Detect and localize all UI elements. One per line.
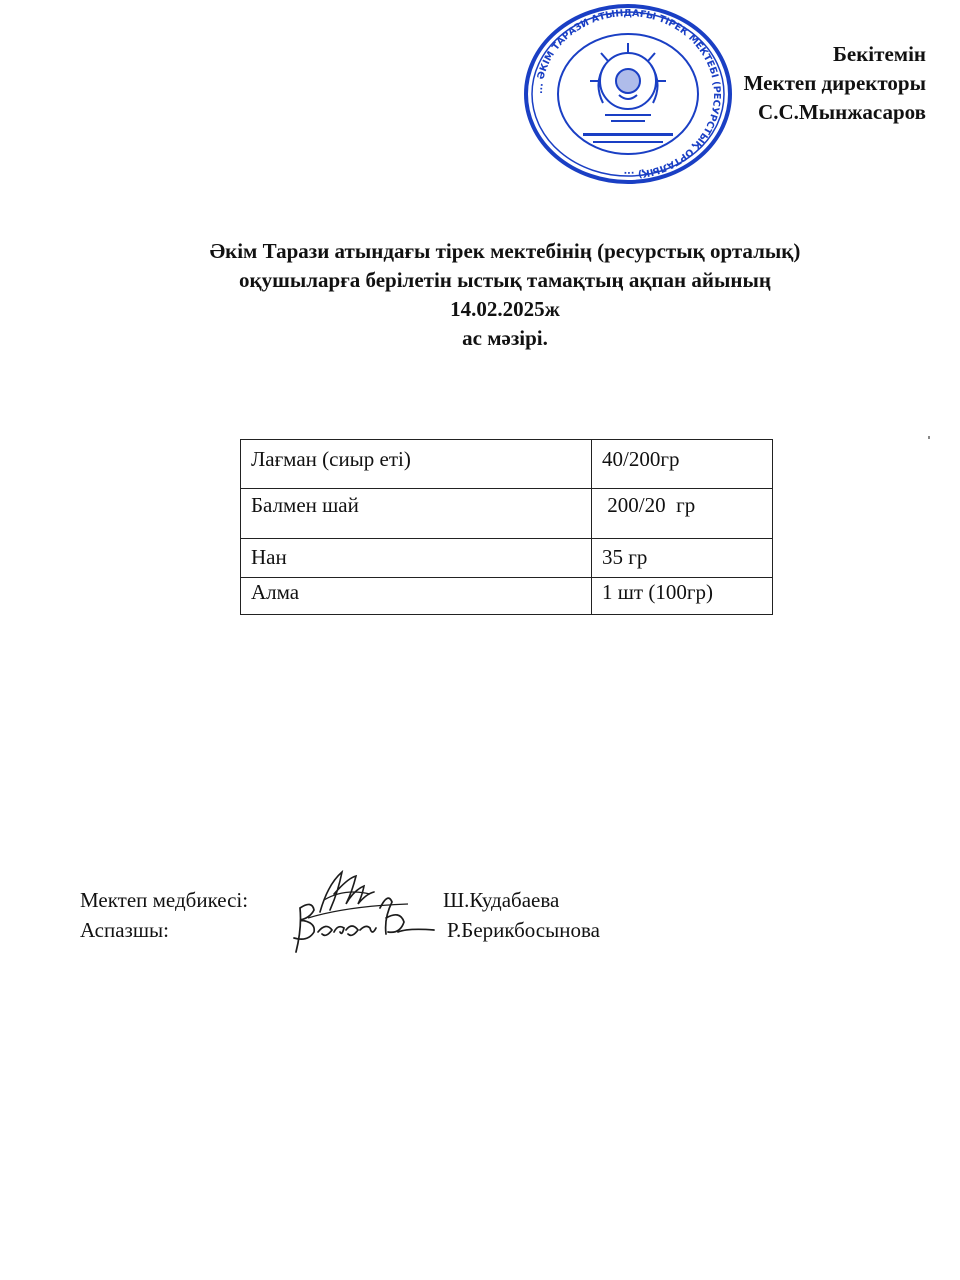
- table-row: [241, 440, 773, 489]
- portion-cell: 1 шт (100гр): [592, 578, 773, 615]
- title-date: 14.02.2025ж: [450, 297, 560, 321]
- approval-position: Мектеп директоры: [743, 71, 926, 95]
- school-stamp: [523, 3, 733, 185]
- document-title: [100, 237, 910, 353]
- emblem-icon: [590, 43, 666, 121]
- stamp-ring-text: ... ӘКІМ ТАРАЗИ АТЫНДАҒЫ ТІРЕК МЕКТЕБІ (РЕСУРСТЫҚ ОРТАЛЫҚ) ...: [533, 7, 723, 181]
- dish-cell: Алма: [241, 578, 592, 615]
- portion-cell: 40/200гр: [592, 440, 773, 489]
- approval-title: Бекітемін: [832, 42, 926, 66]
- nurse-name: Ш.Кудабаева: [443, 888, 560, 912]
- cook-role-label: Аспазшы:: [80, 918, 169, 942]
- title-line-2: оқушыларға берілетін ыстық тамақтың ақпан айының: [239, 268, 771, 292]
- approval-block: [744, 40, 926, 127]
- table-row: [241, 539, 773, 578]
- cook-name: Р.Берикбосынова: [447, 918, 600, 942]
- dish-cell: Балмен шай: [241, 489, 592, 539]
- approval-director-name: С.С.Мынжасаров: [758, 100, 926, 124]
- portion-cell: 35 гр: [592, 539, 773, 578]
- cook-signature: [288, 888, 438, 963]
- title-line-4: ас мәзірі.: [462, 326, 548, 350]
- title-line-1: Әкім Тарази атындағы тірек мектебінің (ресурстық орталық): [209, 239, 801, 263]
- dish-cell: Лағман (сиыр еті): [241, 440, 592, 489]
- nurse-role-label: Мектеп медбикесі:: [80, 888, 249, 912]
- dish-cell: Нан: [241, 539, 592, 578]
- portion-cell: 200/20 гр: [592, 489, 773, 539]
- scan-speck: [928, 436, 930, 439]
- table-row: [241, 578, 773, 615]
- table-row: [241, 489, 773, 539]
- menu-table: [240, 439, 773, 615]
